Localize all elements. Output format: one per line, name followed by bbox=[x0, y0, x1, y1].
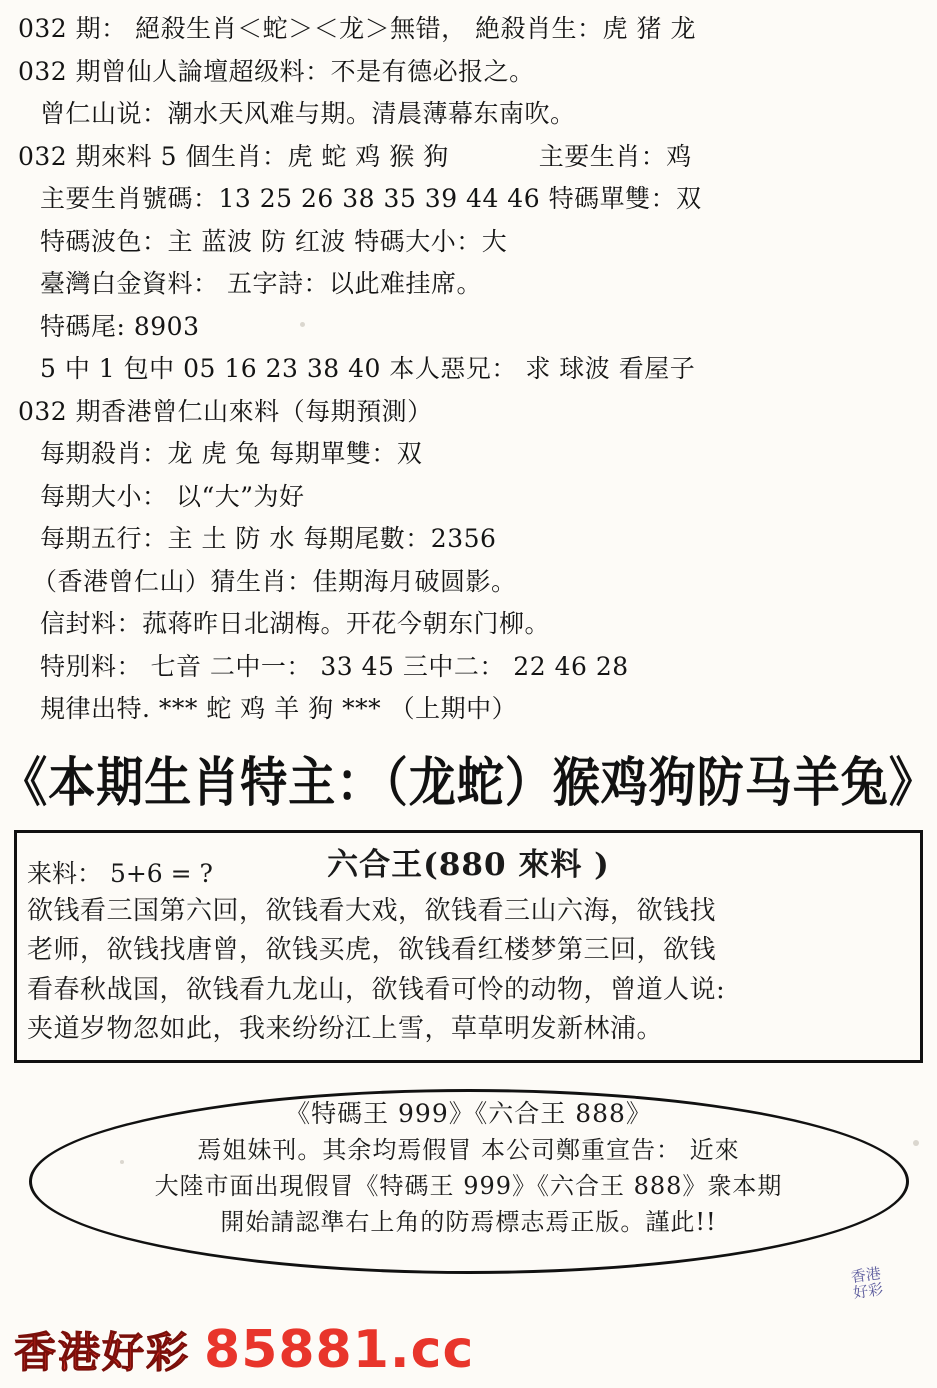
paper-speck bbox=[300, 322, 305, 327]
text-line: （香港曾仁山）猜生肖：佳期海月破圆影。 bbox=[32, 566, 517, 596]
text-line-main: 032 期來料 5 個生肖：虎 蛇 鸡 猴 狗 bbox=[18, 141, 449, 171]
footer-site-url: 85881.cc bbox=[204, 1320, 475, 1380]
oval-text-line: 焉姐妹刊。其余均焉假冒 本公司鄭重宣告： 近來 bbox=[197, 1136, 740, 1165]
text-line: 特碼尾: 8903 bbox=[40, 311, 200, 341]
text-line: 5 中 1 包中 05 16 23 38 40 本人惡兄： 求 球波 看屋子 bbox=[40, 354, 696, 383]
text-line: 臺灣白金資料： 五字詩：以此难挂席。 bbox=[40, 269, 482, 298]
text-line: 規律出特. *** 蛇 鸡 羊 狗 *** （上期中） bbox=[40, 694, 518, 723]
text-line-tail: 主要生肖：鸡 bbox=[538, 141, 692, 171]
box-text-line: 欲钱看三国第六回，欲钱看大戏，欲钱看三山六海，欲钱找 bbox=[27, 895, 717, 926]
text-line: 特碼波色：主 蓝波 防 红波 特碼大小：大 bbox=[40, 226, 508, 256]
notice-oval bbox=[29, 1089, 909, 1274]
text-line: 032 期： 絕殺生肖＜蛇＞＜龙＞無错， 絶殺肖生：虎 猪 龙 bbox=[18, 14, 696, 43]
box-text-line: 老师，欲钱找唐曾，欲钱买虎，欲钱看红楼梦第三回，欲钱 bbox=[27, 935, 717, 966]
box-text-line: 夹道岁物忽如此，我来纷纷江上雪，草草明发新林浦。 bbox=[27, 1014, 664, 1045]
oval-text-line: 開始請認準右上角的防焉標志焉正版。謹此!! bbox=[220, 1208, 717, 1237]
text-line: 主要生肖號碼：13 25 26 38 35 39 44 46 特碼單雙：双 bbox=[40, 184, 702, 213]
text-line: 每期大小： 以“大”为好 bbox=[40, 481, 305, 511]
footer-site-name: 香港好彩 bbox=[14, 1328, 191, 1377]
oval-text-line: 《特碼王 999》《六合王 888》 bbox=[285, 1098, 652, 1128]
text-line: 每期五行：主 土 防 水 每期尾數：2356 bbox=[40, 524, 497, 553]
box-lead: 来料： 5+6 = ? bbox=[27, 858, 213, 888]
text-line: 032 期曾仙人論壇超级料：不是有德必报之。 bbox=[18, 56, 535, 86]
text-line: 曾仁山说：潮水天风难与期。清晨薄幕东南吹。 bbox=[40, 99, 576, 128]
text-line: 特別料： 七音 二中一： 33 45 三中二： 22 46 28 bbox=[40, 651, 629, 681]
footer-branding bbox=[14, 1320, 474, 1380]
anti-counterfeit-stamp: 香港好彩 bbox=[849, 1264, 885, 1302]
paper-speck bbox=[120, 1160, 124, 1164]
page-headline: 《本期生肖特主：（龙蛇）猴鸡狗防马羊兔》 bbox=[0, 751, 937, 814]
box-text-line: 看春秋战国，欲钱看九龙山，欲钱看可怜的动物，曾道人说: bbox=[27, 974, 726, 1005]
text-line bbox=[18, 136, 919, 179]
text-line: 信封料：菰蒋昨日北湖梅。开花今朝东门柳。 bbox=[40, 609, 551, 638]
oval-text-line: 大陸市面出現假冒《特碼王 999》《六合王 888》衆本期 bbox=[154, 1172, 783, 1201]
text-line: 032 期香港曾仁山來料（每期預測） bbox=[18, 396, 433, 426]
text-line: 每期殺肖：龙 虎 兔 每期單雙：双 bbox=[40, 439, 423, 468]
liuhewang-box bbox=[14, 830, 923, 1063]
paper-speck bbox=[913, 1140, 919, 1146]
oval-content bbox=[29, 1095, 909, 1241]
box-title: 六合王(880 來料 ) bbox=[327, 846, 610, 883]
